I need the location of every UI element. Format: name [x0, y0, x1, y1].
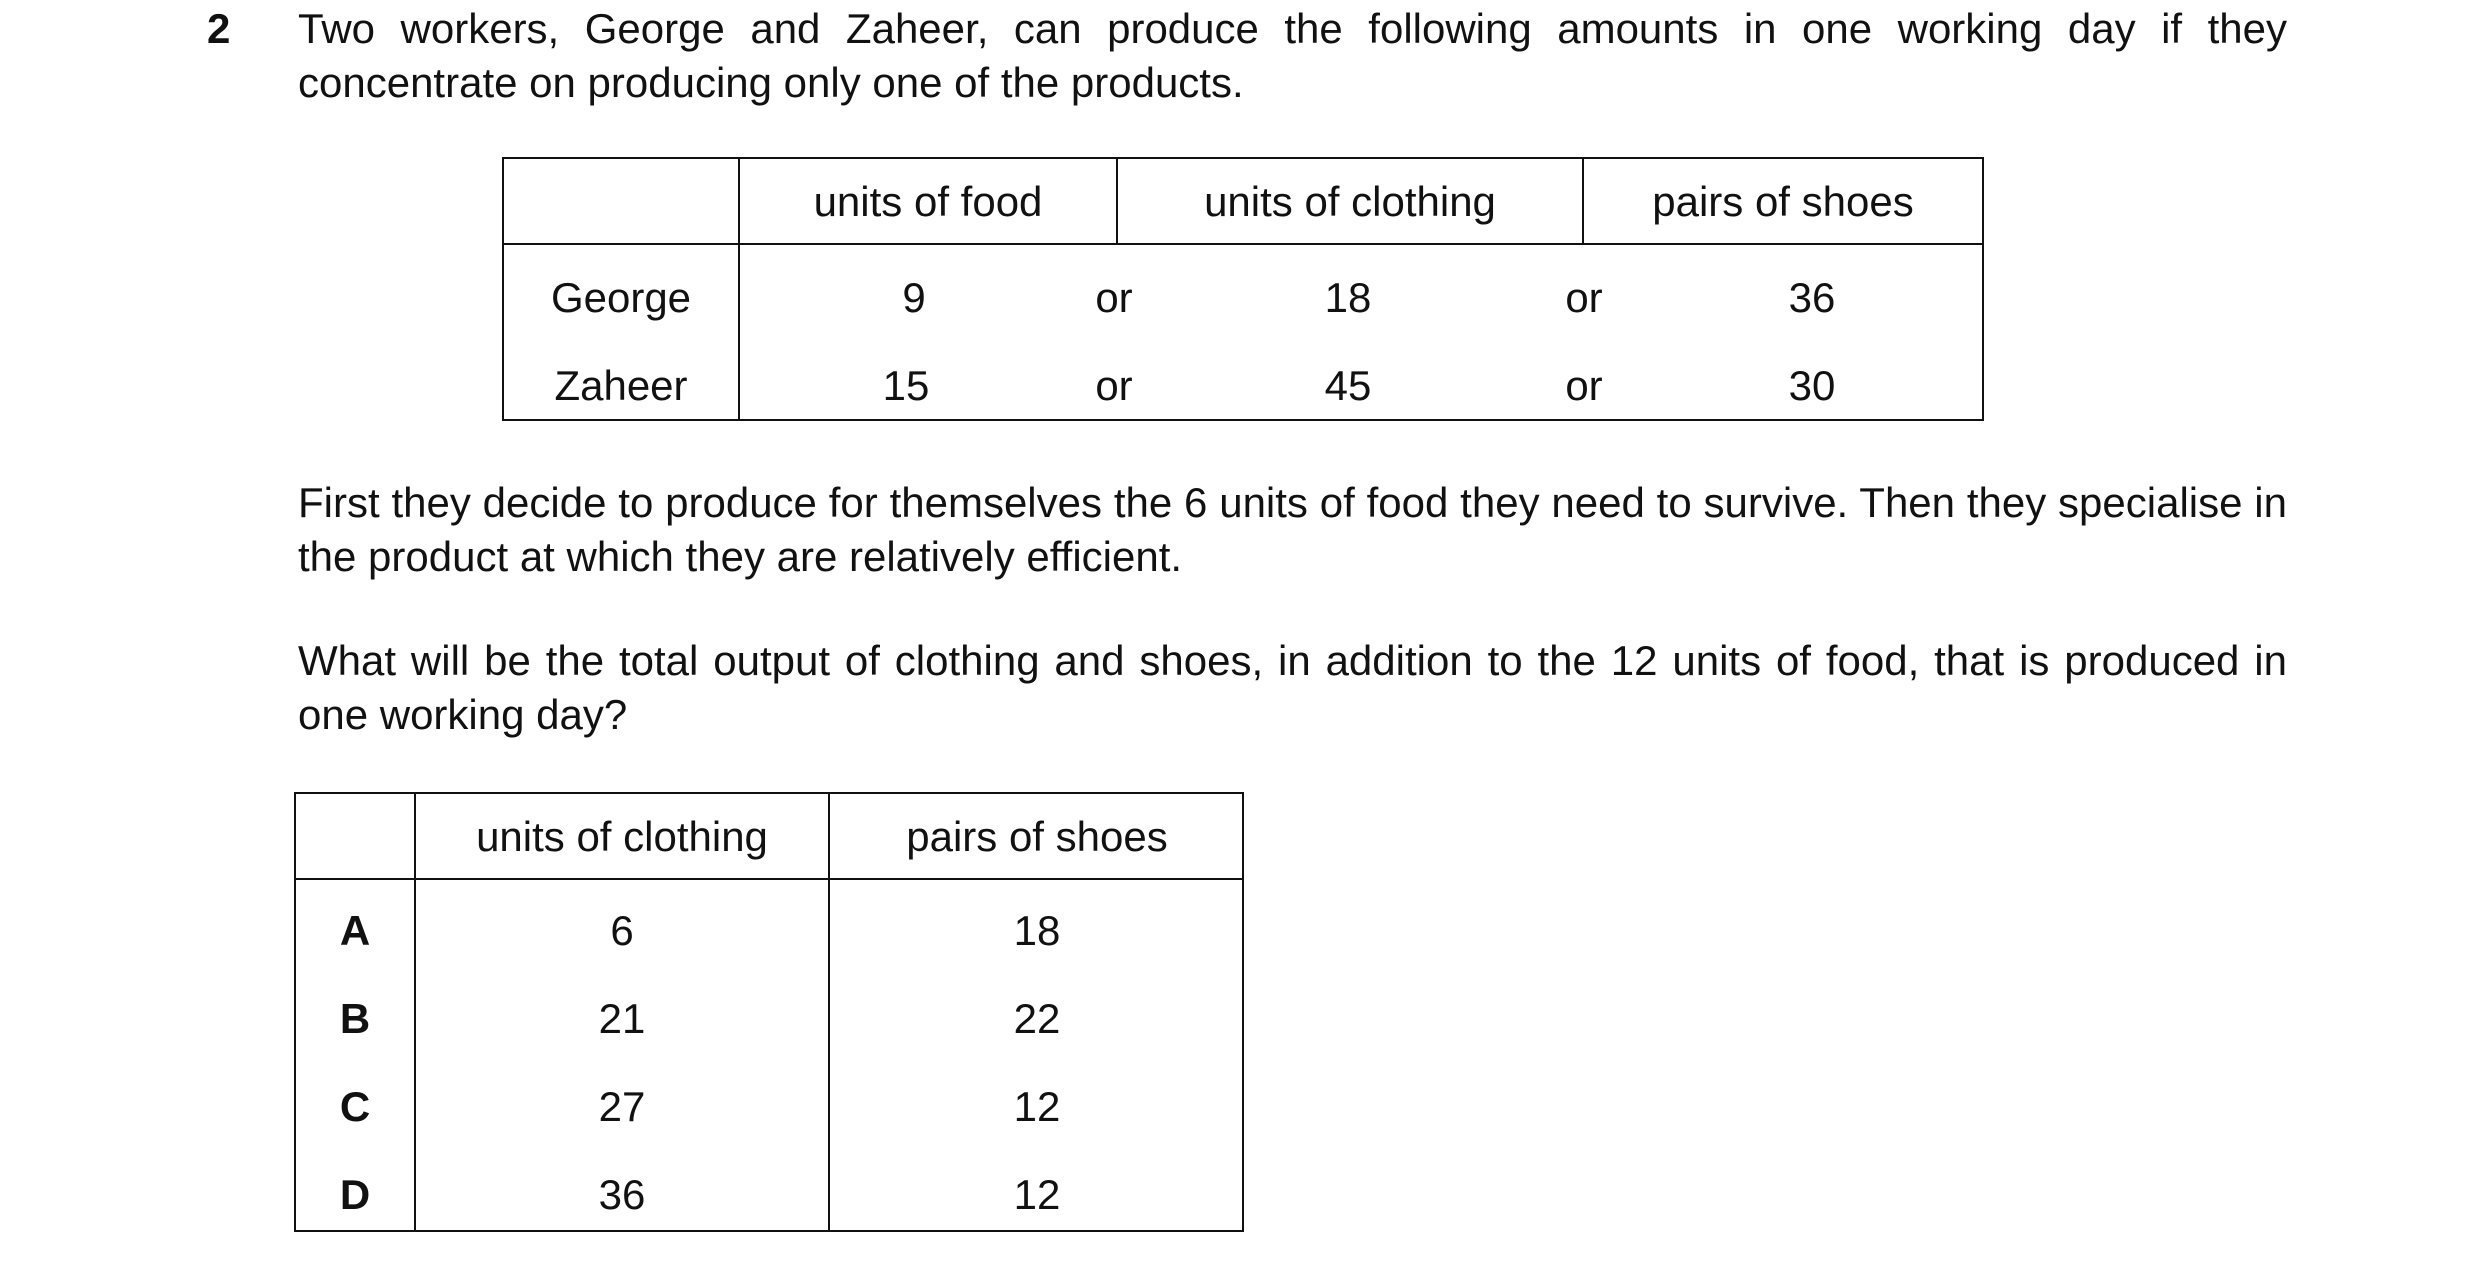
question-paragraph-3: What will be the total output of clothing and shoes, in addition to the 12 units of food, that is produced in one working day?	[298, 637, 2287, 738]
option-d-shoes: 12	[1013, 1171, 1061, 1218]
option-b-letter: B	[339, 995, 371, 1042]
option-a-letter: A	[339, 907, 371, 954]
option-b-shoes: 22	[1013, 995, 1061, 1042]
header-shoes: pairs of shoes	[906, 813, 1168, 860]
worker-name: George	[550, 274, 692, 321]
option-c-shoes: 12	[1013, 1083, 1061, 1130]
header-divider	[296, 878, 1242, 880]
header-food: units of food	[813, 178, 1043, 225]
header-clothing: units of clothing	[476, 813, 768, 860]
or-separator: or	[1095, 362, 1133, 409]
question-paragraph-2: First they decide to produce for themselves the 6 units of food they need to survive. Then they specialise in the product at which they are relatively efficient.	[298, 479, 2287, 580]
option-d-clothing: 36	[598, 1171, 646, 1218]
food-value: 15	[882, 362, 930, 409]
header-shoes: pairs of shoes	[1652, 178, 1914, 225]
or-separator: or	[1095, 274, 1133, 321]
worker-name: Zaheer	[554, 362, 688, 409]
option-c-clothing: 27	[598, 1083, 646, 1130]
shoes-value: 30	[1788, 362, 1836, 409]
option-a-clothing: 6	[610, 907, 634, 954]
option-b-clothing: 21	[598, 995, 646, 1042]
or-separator: or	[1565, 274, 1603, 321]
shoes-value: 36	[1788, 274, 1836, 321]
question-number: 2	[207, 5, 231, 52]
clothing-value: 18	[1324, 274, 1372, 321]
option-c-letter: C	[339, 1083, 371, 1130]
food-value: 9	[902, 274, 926, 321]
production-table	[502, 157, 1984, 421]
header-clothing: units of clothing	[1204, 178, 1496, 225]
header-divider	[504, 243, 1982, 245]
question-intro: Two workers, George and Zaheer, can produce the following amounts in one working day if they concentrate on producing only one of the products.	[298, 5, 2287, 106]
option-d-letter: D	[339, 1171, 371, 1218]
or-separator: or	[1565, 362, 1603, 409]
options-table	[294, 792, 1244, 1232]
clothing-value: 45	[1324, 362, 1372, 409]
option-a-shoes: 18	[1013, 907, 1061, 954]
